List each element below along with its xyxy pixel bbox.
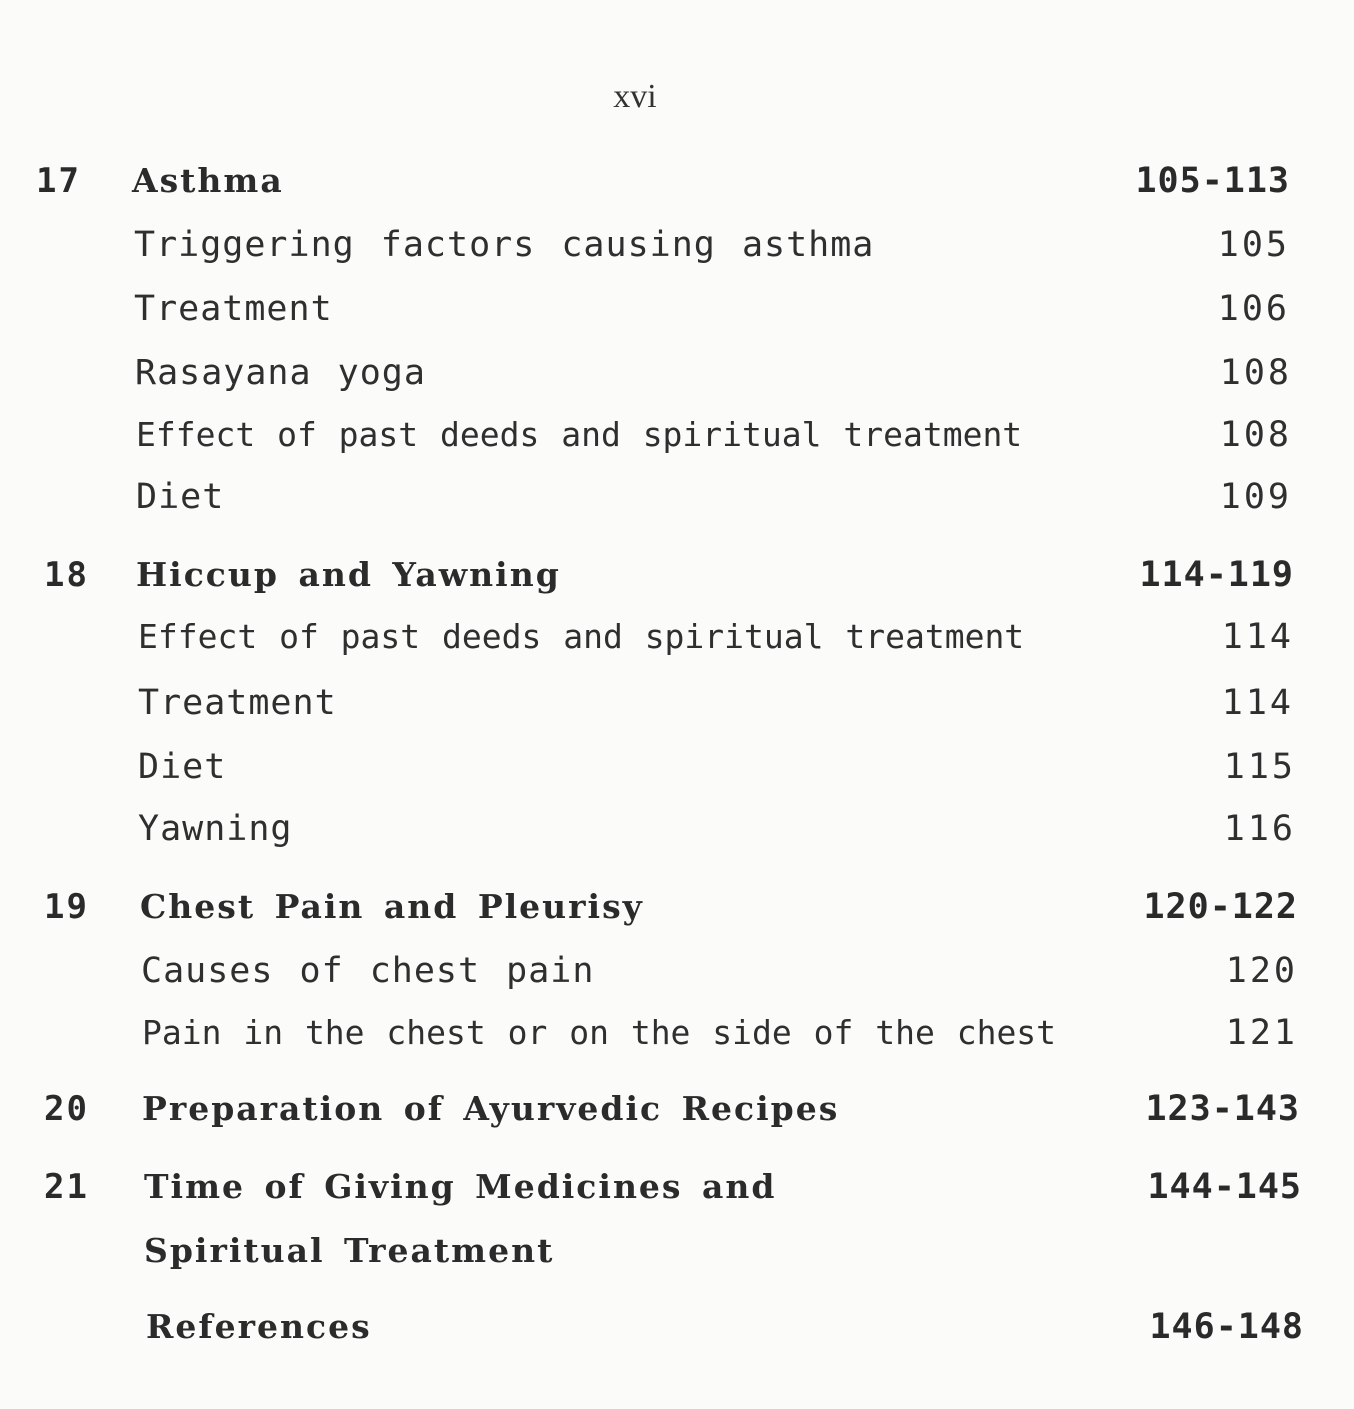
chapter-page-range: 105-113: [1135, 161, 1290, 201]
section-title: Effect of past deeds and spiritual treatment: [138, 617, 1025, 656]
section-row: [0, 1008, 1354, 1058]
chapter-number: 21: [44, 1167, 89, 1207]
chapter-page-range: 144-145: [1147, 1167, 1302, 1207]
section-row: [0, 284, 1354, 334]
section-row: [0, 410, 1354, 460]
chapter-number: 18: [44, 555, 89, 595]
chapter-page-range: 114-119: [1139, 555, 1294, 595]
section-row: [0, 946, 1354, 996]
section-title: Treatment: [134, 289, 333, 329]
chapter-row: [0, 550, 1354, 600]
section-row: [0, 678, 1354, 728]
section-row: [0, 472, 1354, 522]
section-title: Diet: [138, 747, 227, 787]
chapter-title: Time of Giving Medicines and: [144, 1167, 777, 1206]
section-title: Rasayana yoga: [135, 353, 426, 393]
section-page: 114: [1221, 617, 1294, 657]
references-page-range: 146-148: [1149, 1307, 1304, 1347]
references-title: References: [146, 1307, 372, 1346]
page-number: xvi: [613, 78, 657, 115]
section-title: Treatment: [138, 683, 337, 723]
chapter-number: 17: [36, 161, 81, 201]
section-row: [0, 742, 1354, 792]
section-row: [0, 804, 1354, 854]
section-row: [0, 220, 1354, 270]
chapter-title-continuation: [0, 1226, 1354, 1276]
section-title: Triggering factors causing asthma: [134, 225, 875, 265]
chapter-row: [0, 1162, 1354, 1212]
chapter-title: Hiccup and Yawning: [136, 555, 561, 594]
section-page: 108: [1219, 415, 1292, 455]
chapter-title: Chest Pain and Pleurisy: [140, 887, 644, 926]
section-page: 105: [1217, 225, 1290, 265]
section-row: [0, 612, 1354, 662]
references-row: [0, 1302, 1354, 1352]
chapter-number: 20: [44, 1089, 89, 1129]
chapter-row: [0, 882, 1354, 932]
section-title: Diet: [136, 477, 225, 517]
section-title: Yawning: [138, 809, 293, 849]
section-row: [0, 348, 1354, 398]
section-page: 108: [1219, 353, 1292, 393]
section-title: Pain in the chest or on the side of the chest: [142, 1013, 1057, 1052]
section-page: 116: [1223, 809, 1296, 849]
chapter-row: [0, 1084, 1354, 1134]
section-page: 114: [1221, 683, 1294, 723]
section-page: 109: [1219, 477, 1292, 517]
section-title: Effect of past deeds and spiritual treatment: [136, 415, 1023, 454]
chapter-title: Asthma: [132, 161, 284, 200]
section-page: 121: [1225, 1013, 1298, 1053]
section-title: Causes of chest pain: [141, 951, 595, 991]
section-page: 106: [1217, 289, 1290, 329]
chapter-title-line2: Spiritual Treatment: [144, 1231, 555, 1270]
chapter-page-range: 120-122: [1143, 887, 1298, 927]
section-page: 115: [1223, 747, 1296, 787]
chapter-page-range: 123-143: [1145, 1089, 1300, 1129]
chapter-row: [0, 156, 1354, 206]
chapter-title: Preparation of Ayurvedic Recipes: [142, 1089, 840, 1128]
chapter-number: 19: [44, 887, 89, 927]
section-page: 120: [1225, 951, 1298, 991]
